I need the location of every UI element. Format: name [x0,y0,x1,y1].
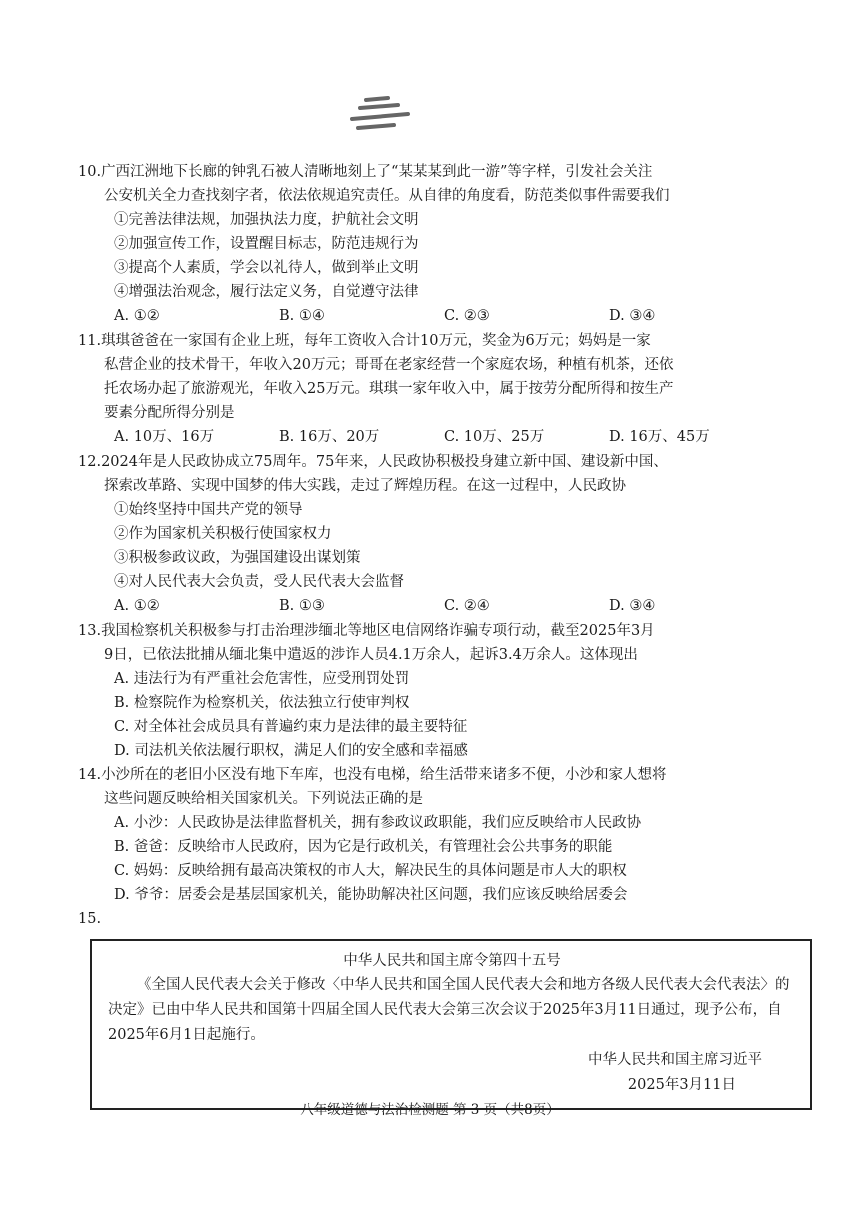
question-stem-cont: 这些问题反映给相关国家机关。下列说法正确的是 [104,791,423,807]
option-d: D. 司法机关依法履行职权，满足人们的安全感和幸福感 [114,743,468,759]
statement-1: ①完善法律法规，加强执法力度，护航社会文明 [114,212,419,228]
choice-c: C. ②④ [444,598,490,614]
question-stem: 2024年是人民政协成立75周年。75年来，人民政协积极投身建立新中国、建设新中国、 [101,454,668,470]
order-title: 中华人民共和国主席令第四十五号 [343,953,561,969]
question-stem: 我国检察机关积极参与打击治理涉缅北等地区电信网络诈骗专项行动，截至2025年3月 [101,623,655,639]
question-12 [78,450,794,619]
statement-2: ②作为国家机关积极行使国家权力 [114,526,332,542]
statement-4: ④对人民代表大会负责，受人民代表大会监督 [114,574,404,590]
choice-a: A. ①② [114,308,160,324]
question-stem-cont: 9日，已依法批捕从缅北集中遣返的涉诈人员4.1万余人，起诉3.4万余人。这体现出 [104,647,638,663]
statement-1: ①始终坚持中国共产党的领导 [114,502,303,518]
question-stem: 小沙所在的老旧小区没有地下车库，也没有电梯，给生活带来诸多不便，小沙和家人想将 [101,767,667,783]
choices [104,304,794,329]
choice-c: C. ②③ [444,308,490,324]
statement-2: ②加强宣传工作，设置醒目标志，防范违规行为 [114,236,419,252]
question-stem-cont: 要素分配所得分别是 [104,405,235,421]
question-15 [78,907,794,1110]
question-number: 13. [78,623,102,639]
order-text: 《全国人民代表大会关于修改〈中华人民共和国全国人民代表大会和地方各级人民代表大会代表法〉的决定》已由中华人民共和国第十四届全国人民代表大会第三次会议于2025年3月11日通过，现予公布，自2025年6月1日起施行。 [108,977,790,1043]
question-stem: 广西江洲地下长廊的钟乳石被人清晰地刻上了“某某某到此一游”等字样，引发社会关注 [101,164,653,180]
choices [104,425,794,450]
option-a: A. 违法行为有严重社会危害性，应受刑罚处罚 [114,671,410,687]
question-11 [78,329,794,450]
statement-3: ③提高个人素质，学会以礼待人，做到举止文明 [114,260,419,276]
presidential-order-box [90,939,812,1110]
question-stem-cont: 探索改革路、实现中国梦的伟大实践，走过了辉煌历程。在这一过程中，人民政协 [104,478,626,494]
question-stem-cont: 公安机关全力查找刻字者，依法依规追究责任。从自律的角度看，防范类似事件需要我们 [104,188,670,204]
choice-a: A. ①② [114,598,160,614]
choice-b: B. ①④ [279,308,325,324]
question-14 [78,763,794,907]
question-number: 11. [78,333,102,349]
choice-d: D. ③④ [609,598,656,614]
option-d: D. 爷爷：居委会是基层国家机关，能协助解决社区问题，我们应该反映给居委会 [114,887,628,903]
question-number: 10. [78,164,102,180]
question-stem: 琪琪爸爸在一家国有企业上班，每年工资收入合计10万元，奖金为6万元；妈妈是一家 [101,333,651,349]
scan-smudge [336,92,424,136]
choice-b: B. ①③ [279,598,325,614]
question-10 [78,160,794,329]
option-c: C. 妈妈：反映给拥有最高决策权的市人大，解决民生的具体问题是市人大的职权 [114,863,627,879]
page-footer: 八年级道德与法治检测题 第 3 页（共8页） [300,1102,560,1118]
choice-b: B. 16万、20万 [279,429,380,445]
option-c: C. 对全体社会成员具有普遍约束力是法律的最主要特征 [114,719,468,735]
question-number: 15. [78,911,102,927]
question-stem-cont: 托农场办起了旅游观光，年收入25万元。琪琪一家年收入中，属于按劳分配所得和按生产 [104,381,674,397]
statement-4: ④增强法治观念，履行法定义务，自觉遵守法律 [114,284,419,300]
choice-d: D. ③④ [609,308,656,324]
question-number: 14. [78,767,102,783]
question-number: 12. [78,454,102,470]
question-stem-cont: 私营企业的技术骨干，年收入20万元；哥哥在老家经营一个家庭农场，种植有机茶，还依 [104,357,674,373]
statement-3: ③积极参政议政，为强国建设出谋划策 [114,550,361,566]
option-b: B. 爸爸：反映给市人民政府，因为它是行政机关，有管理社会公共事务的职能 [114,839,613,855]
order-signature: 中华人民共和国主席习近平 [588,1052,762,1068]
order-date: 2025年3月11日 [627,1077,736,1093]
exam-content [78,160,794,1110]
choice-a: A. 10万、16万 [114,429,215,445]
choices [104,594,794,619]
choice-c: C. 10万、25万 [444,429,545,445]
option-b: B. 检察院作为检察机关，依法独立行使审判权 [114,695,410,711]
choice-d: D. 16万、45万 [609,429,710,445]
question-13 [78,619,794,763]
option-a: A. 小沙：人民政协是法律监督机关，拥有参政议政职能，我们应反映给市人民政协 [114,815,642,831]
